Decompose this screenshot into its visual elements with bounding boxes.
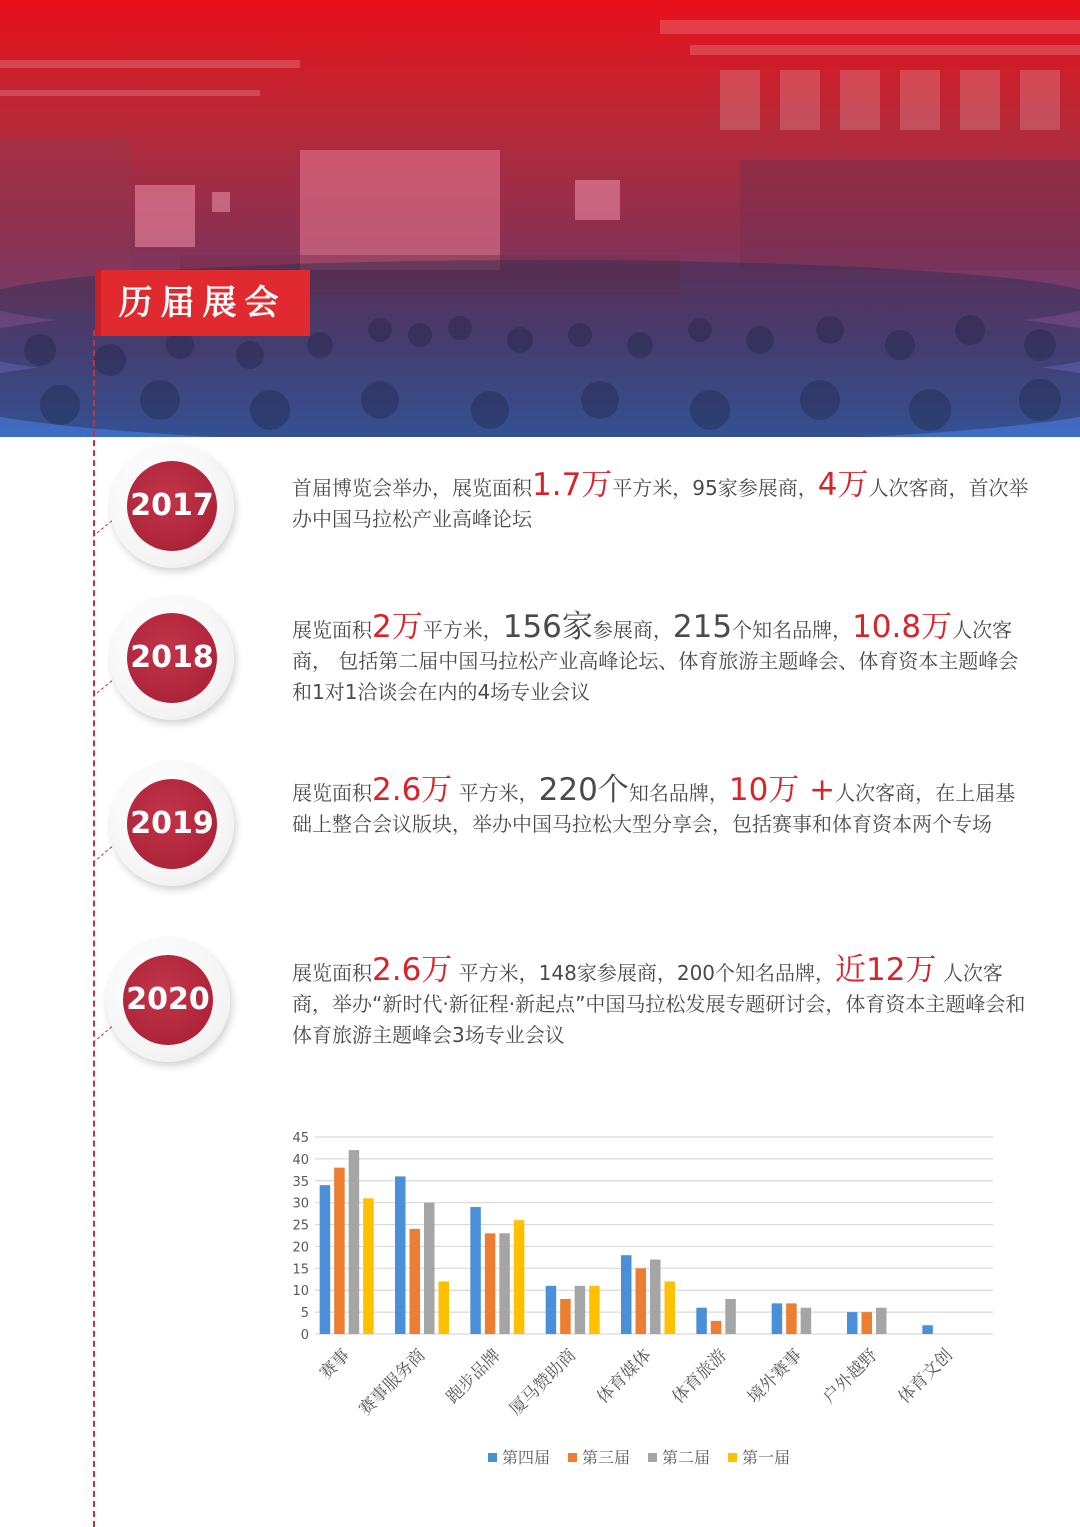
title-tab-edge <box>95 270 101 336</box>
year-description <box>292 952 1032 1051</box>
legend-label: 第三届 <box>582 1448 631 1467</box>
bar-第四届-体育旅游 <box>696 1308 707 1334</box>
bar-第三届-厦马赞助商 <box>560 1299 571 1334</box>
y-tick-label: 25 <box>292 1218 309 1234</box>
year-badge <box>110 762 234 886</box>
description-text: 首届博览会举办，展览面积 <box>292 476 532 500</box>
x-tick-label: 体育文创 <box>894 1345 957 1408</box>
year-badge <box>106 938 230 1062</box>
description-text: 平方米， <box>452 781 539 805</box>
y-tick-label: 0 <box>300 1328 309 1343</box>
timeline-connector <box>93 843 117 863</box>
y-tick-label: 5 <box>300 1306 309 1322</box>
bar-第一届-体育媒体 <box>665 1281 676 1334</box>
x-tick-label: 赛事 <box>316 1345 355 1384</box>
description-text: 平方米，95家参展商， <box>612 476 818 500</box>
large-figure: 215 <box>672 609 733 645</box>
y-tick-label: 45 <box>292 1131 309 1146</box>
x-tick-label: 体育旅游 <box>668 1345 731 1408</box>
highlight-figure: 2.6万 <box>372 952 453 988</box>
bar-第三届-赛事服务商 <box>410 1229 421 1334</box>
bar-第四届-跑步品牌 <box>470 1207 481 1334</box>
highlight-figure: 2.6万 <box>372 772 453 808</box>
bar-第二届-赛事服务商 <box>424 1203 435 1334</box>
exhibitor-bar-chart <box>270 1122 1030 1512</box>
description-text: 人次客商，举办“新时代·新征程·新起点”中国马拉松发展专题研讨会，体育资本主题峰会和体育旅游主题峰会3场专业会议 <box>292 961 1026 1047</box>
bar-第三届-赛事 <box>334 1168 345 1334</box>
x-tick-label: 境外赛事 <box>743 1345 807 1408</box>
year-badge <box>110 596 234 720</box>
y-tick-label: 35 <box>292 1174 309 1190</box>
bar-第二届-体育媒体 <box>650 1260 661 1334</box>
y-tick-label: 10 <box>292 1284 309 1300</box>
bar-第四届-体育媒体 <box>621 1255 632 1334</box>
legend-label: 第一届 <box>742 1448 791 1467</box>
highlight-figure: 1.7万 <box>532 467 613 503</box>
timeline-dashed-line <box>93 330 95 1527</box>
bar-第四届-赛事 <box>320 1185 331 1334</box>
description-text: 个知名品牌， <box>732 618 853 642</box>
y-tick-label: 30 <box>292 1196 309 1212</box>
description-text: 人次客商，在上届基础上整合会议版块，举办中国马拉松大型分享会，包括赛事和体育资本两个专场 <box>292 781 1016 836</box>
description-text: 人次客商， 包括第二届中国马拉松产业高峰论坛、体育旅游主题峰会、体育资本主题峰会和1对1洽谈会在内的4场专业会议 <box>292 618 1019 704</box>
x-tick-label: 跑步品牌 <box>442 1345 505 1408</box>
description-text: 展览面积 <box>292 961 372 985</box>
legend-swatch <box>488 1453 497 1462</box>
bar-第四届-境外赛事 <box>772 1303 783 1334</box>
legend-label: 第二届 <box>662 1448 711 1467</box>
year-label: 2018 <box>127 613 217 703</box>
conference-photo <box>0 0 1080 437</box>
x-tick-label: 户外越野 <box>819 1345 882 1408</box>
section-title-tab <box>95 270 310 336</box>
highlight-figure: 10.8万 <box>852 609 953 645</box>
chart-svg <box>270 1122 1030 1512</box>
y-tick-label: 20 <box>292 1240 309 1256</box>
highlight-figure: 2万 <box>372 609 423 645</box>
bar-第三届-境外赛事 <box>786 1303 797 1334</box>
description-text: 人次客商，首次举办中国马拉松产业高峰论坛 <box>292 476 1029 531</box>
legend-swatch <box>568 1453 577 1462</box>
bar-第四届-厦马赞助商 <box>546 1286 557 1334</box>
year-label: 2020 <box>123 955 213 1045</box>
bar-第四届-体育文创 <box>922 1325 933 1334</box>
bar-第三届-户外越野 <box>862 1312 873 1334</box>
bar-第二届-厦马赞助商 <box>575 1286 586 1334</box>
section-title: 历届展会 <box>118 283 287 323</box>
bar-第二届-体育旅游 <box>725 1299 736 1334</box>
description-text: 平方米， <box>422 618 503 642</box>
description-text: 参展商， <box>592 618 673 642</box>
bar-第一届-赛事 <box>363 1198 374 1334</box>
bar-第一届-跑步品牌 <box>514 1220 525 1334</box>
bar-第四届-赛事服务商 <box>395 1176 406 1334</box>
description-text: 平方米，148家参展商，200个知名品牌， <box>452 961 836 985</box>
legend-swatch <box>648 1453 657 1462</box>
year-description <box>292 772 1032 840</box>
description-text: 展览面积 <box>292 618 372 642</box>
bar-第四届-户外越野 <box>847 1312 858 1334</box>
x-tick-label: 体育媒体 <box>593 1345 656 1408</box>
year-label: 2017 <box>127 461 217 551</box>
highlight-figure: 近12万 <box>835 952 937 988</box>
large-figure: 220个 <box>538 772 629 808</box>
description-text: 知名品牌， <box>628 781 729 805</box>
year-description <box>292 467 1032 535</box>
legend-label: 第四届 <box>502 1448 551 1467</box>
legend-swatch <box>728 1453 737 1462</box>
x-tick-label: 厦马赞助商 <box>505 1345 581 1420</box>
year-badge <box>110 444 234 568</box>
highlight-figure: 4万 <box>817 467 869 503</box>
bar-第二届-境外赛事 <box>801 1308 812 1334</box>
bar-第二届-跑步品牌 <box>499 1233 510 1334</box>
bar-第三届-体育媒体 <box>636 1268 647 1334</box>
bar-第三届-跑步品牌 <box>485 1233 496 1334</box>
description-text: 展览面积 <box>292 781 372 805</box>
bar-第二届-赛事 <box>349 1150 360 1334</box>
timeline-connector <box>93 677 117 697</box>
highlight-figure: 10万 + <box>728 772 836 808</box>
x-tick-label: 赛事服务商 <box>355 1345 430 1420</box>
hero-banner <box>0 0 1080 437</box>
year-description <box>292 609 1032 708</box>
bar-第三届-体育旅游 <box>711 1321 722 1334</box>
bar-第二届-户外越野 <box>876 1308 887 1334</box>
bar-第一届-厦马赞助商 <box>589 1286 600 1334</box>
bar-第一届-赛事服务商 <box>439 1281 450 1334</box>
large-figure: 156家 <box>502 609 593 645</box>
year-label: 2019 <box>127 779 217 869</box>
y-tick-label: 15 <box>292 1262 309 1278</box>
y-tick-label: 40 <box>292 1152 309 1168</box>
